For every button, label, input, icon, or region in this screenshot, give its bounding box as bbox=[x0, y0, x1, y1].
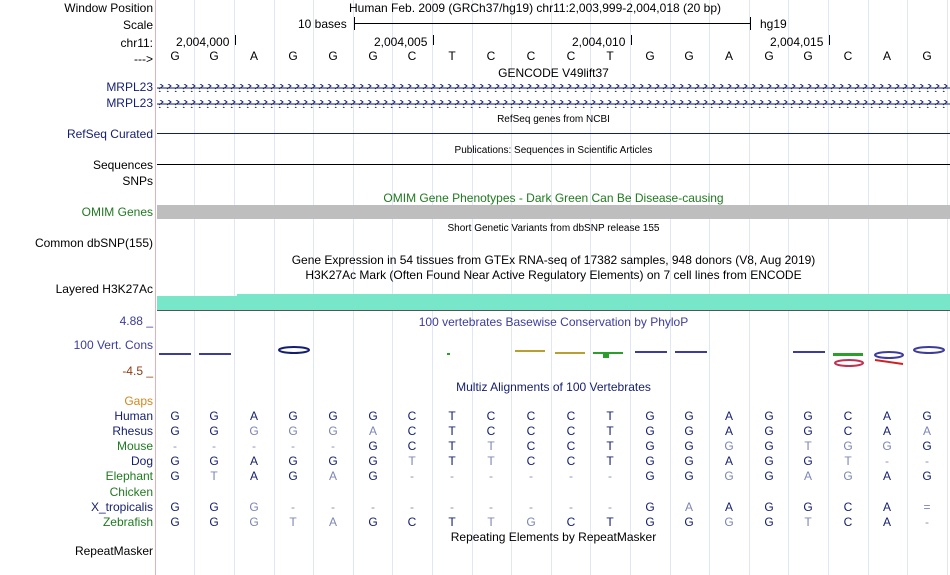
alignment-base: G bbox=[684, 439, 694, 453]
alignment-base: G bbox=[368, 515, 378, 529]
conservation-logo[interactable] bbox=[157, 340, 950, 370]
reference-base: C bbox=[407, 49, 417, 63]
alignment-base: G bbox=[645, 515, 655, 529]
alignment-base: G bbox=[368, 439, 378, 453]
label-divider bbox=[155, 0, 156, 575]
repeat-label[interactable]: RepeatMasker bbox=[74, 544, 153, 558]
reference-base: C bbox=[486, 49, 496, 63]
alignment-base: G bbox=[368, 409, 378, 423]
alignment-base: T bbox=[210, 469, 218, 483]
assembly-position: Human Feb. 2009 (GRCh37/hg19) chr11:2,003,999-2,004,018 (20 bp) bbox=[349, 1, 722, 15]
alignment-base: G bbox=[764, 469, 774, 483]
chr-label: chr11: bbox=[120, 36, 153, 50]
alignment-base: C bbox=[566, 424, 576, 438]
alignment-base: G bbox=[170, 515, 180, 529]
alignment-base: G bbox=[684, 515, 694, 529]
alignment-base: A bbox=[882, 469, 891, 483]
alignment-base: T bbox=[448, 515, 456, 529]
alignment-base: A bbox=[249, 454, 258, 468]
cons-mark bbox=[199, 353, 231, 355]
dbsnp-track-title: Short Genetic Variants from dbSNP release 155 bbox=[447, 223, 660, 234]
alignment-base: G bbox=[843, 439, 853, 453]
alignment-base: G bbox=[684, 409, 694, 423]
alignment-base: - bbox=[608, 469, 612, 483]
alignment-base: G bbox=[645, 454, 655, 468]
alignment-base: C bbox=[566, 454, 576, 468]
alignment-base: C bbox=[407, 439, 417, 453]
repeat-track-title: Repeating Elements by RepeatMasker bbox=[450, 530, 657, 544]
reference-base: G bbox=[288, 49, 298, 63]
cons-mark bbox=[875, 352, 903, 358]
omim-bar[interactable] bbox=[157, 205, 950, 219]
alignment-base: - bbox=[252, 439, 256, 453]
reference-base: G bbox=[803, 49, 813, 63]
alignment-base: - bbox=[173, 439, 177, 453]
alignment-base: T bbox=[487, 515, 495, 529]
alignment-base: G bbox=[328, 424, 338, 438]
alignment-base: T bbox=[804, 515, 812, 529]
alignment-base: G bbox=[684, 469, 694, 483]
dbsnp-label[interactable]: Common dbSNP(155) bbox=[34, 236, 153, 250]
alignment-base: C bbox=[486, 424, 496, 438]
ruler-label: 2,004,010 bbox=[572, 35, 626, 49]
cons-mark bbox=[603, 352, 609, 358]
refseq-line[interactable] bbox=[157, 133, 950, 134]
alignment-base: G bbox=[764, 424, 774, 438]
alignment-base: C bbox=[843, 424, 853, 438]
reference-base: A bbox=[882, 49, 891, 63]
alignment-base: G bbox=[803, 424, 813, 438]
alignment-base: G bbox=[249, 424, 259, 438]
alignment-base: G bbox=[288, 424, 298, 438]
cons-mark bbox=[833, 353, 863, 356]
h3k27ac-label[interactable]: Layered H3K27Ac bbox=[55, 282, 153, 296]
alignment-base: - bbox=[925, 515, 929, 529]
alignment-base: G bbox=[209, 454, 219, 468]
alignment-base: - bbox=[608, 500, 612, 514]
omim-track-title: OMIM Gene Phenotypes - Dark Green Can Be Disease-causing bbox=[383, 191, 724, 205]
alignment-base: G bbox=[328, 454, 338, 468]
alignment-base: C bbox=[843, 409, 853, 423]
alignment-base: G bbox=[764, 409, 774, 423]
alignment-base: G bbox=[724, 439, 734, 453]
alignment-base: C bbox=[486, 409, 496, 423]
ruler-tick bbox=[631, 35, 632, 45]
alignment-base: T bbox=[408, 454, 416, 468]
species-label[interactable]: Chicken bbox=[109, 485, 153, 499]
refseq-label[interactable]: RefSeq Curated bbox=[66, 127, 153, 141]
cons-mark bbox=[793, 351, 825, 353]
alignment-base: A bbox=[368, 424, 377, 438]
alignment-base: C bbox=[407, 424, 417, 438]
species-label[interactable]: Rhesus bbox=[112, 424, 153, 438]
sequences-line[interactable] bbox=[157, 164, 950, 165]
ruler-label: 2,004,015 bbox=[770, 35, 824, 49]
alignment-base: G bbox=[209, 515, 219, 529]
alignment-base: G bbox=[170, 454, 180, 468]
species-label[interactable]: Elephant bbox=[105, 469, 153, 483]
species-label[interactable]: Mouse bbox=[116, 439, 153, 453]
alignment-base: G bbox=[764, 515, 774, 529]
alignment-base: A bbox=[882, 424, 891, 438]
reference-base: C bbox=[843, 49, 853, 63]
alignment-base: T bbox=[606, 515, 614, 529]
alignment-base: G bbox=[209, 409, 219, 423]
scale-text: 10 bases bbox=[298, 17, 347, 31]
alignment-base: T bbox=[606, 439, 614, 453]
alignment-base: G bbox=[645, 439, 655, 453]
reference-base: C bbox=[566, 49, 576, 63]
alignment-base: G bbox=[922, 469, 932, 483]
alignment-base: T bbox=[448, 424, 456, 438]
alignment-base: C bbox=[526, 409, 536, 423]
alignment-base: - bbox=[529, 500, 533, 514]
gencode-transcripts[interactable] bbox=[157, 82, 950, 110]
cons-mark bbox=[515, 350, 545, 352]
cons-mark bbox=[635, 351, 667, 353]
alignment-base: A bbox=[803, 469, 812, 483]
alignment-base: G bbox=[922, 439, 932, 453]
alignment-base: - bbox=[371, 500, 375, 514]
alignment-base: - bbox=[331, 439, 335, 453]
publications-track-title: Publications: Sequences in Scientific Articles bbox=[454, 145, 653, 156]
cons-mark bbox=[875, 360, 903, 364]
alignment-base: C bbox=[407, 409, 417, 423]
alignment-base: A bbox=[882, 500, 891, 514]
alignment-base: A bbox=[249, 409, 258, 423]
scale-bar-left-cap bbox=[354, 17, 355, 30]
cons-min-label: -4.5 _ bbox=[122, 364, 153, 378]
reference-base: G bbox=[922, 49, 932, 63]
species-label[interactable]: Dog bbox=[130, 454, 153, 468]
reference-base: G bbox=[209, 49, 219, 63]
alignment-base: G bbox=[803, 500, 813, 514]
db-label: hg19 bbox=[760, 17, 787, 31]
alignment-base: G bbox=[724, 515, 734, 529]
alignment-base: T bbox=[606, 454, 614, 468]
cons-max-label: 4.88 _ bbox=[119, 314, 153, 328]
alignment-base: - bbox=[885, 454, 889, 468]
alignment-base: A bbox=[922, 424, 931, 438]
alignment-base: G bbox=[170, 469, 180, 483]
alignment-base: G bbox=[368, 469, 378, 483]
alignment-base: C bbox=[526, 454, 536, 468]
alignment-base: G bbox=[803, 454, 813, 468]
alignment-base: G bbox=[724, 469, 734, 483]
cons-mark bbox=[279, 347, 309, 353]
reference-base: A bbox=[249, 49, 258, 63]
alignment-base: G bbox=[170, 424, 180, 438]
reference-base: A bbox=[724, 49, 733, 63]
alignment-base: T bbox=[448, 454, 456, 468]
alignment-base: G bbox=[288, 469, 298, 483]
ruler-tick bbox=[235, 35, 236, 45]
cons-mark bbox=[159, 353, 191, 355]
ruler-tick bbox=[433, 35, 434, 45]
alignment-base: G bbox=[249, 515, 259, 529]
alignment-base: A bbox=[328, 469, 337, 483]
alignment-base: C bbox=[566, 409, 576, 423]
alignment-base: T bbox=[487, 454, 495, 468]
alignment-base: G bbox=[526, 515, 536, 529]
alignment-base: A bbox=[328, 515, 337, 529]
gaps-label[interactable]: Gaps bbox=[124, 394, 153, 408]
alignment-base: C bbox=[526, 439, 536, 453]
alignment-base: C bbox=[843, 515, 853, 529]
alignment-base: G bbox=[764, 439, 774, 453]
alignment-base: G bbox=[645, 409, 655, 423]
multiz-track-title: Multiz Alignments of 100 Vertebrates bbox=[456, 380, 651, 394]
alignment-base: G bbox=[645, 500, 655, 514]
gencode-track-title: GENCODE V49lift37 bbox=[498, 66, 609, 80]
alignment-base: - bbox=[331, 500, 335, 514]
alignment-base: A bbox=[724, 454, 733, 468]
alignment-base: T bbox=[606, 409, 614, 423]
alignment-base: G bbox=[249, 500, 259, 514]
alignment-base: G bbox=[170, 409, 180, 423]
alignment-base: G bbox=[922, 409, 932, 423]
alignment-base: - bbox=[410, 500, 414, 514]
alignment-base: - bbox=[450, 469, 454, 483]
strand-arrow-label: ---> bbox=[134, 52, 153, 66]
alignment-base: - bbox=[291, 500, 295, 514]
snps-label[interactable]: SNPs bbox=[122, 174, 153, 188]
h3k27ac-signal[interactable] bbox=[157, 296, 237, 310]
alignment-base: G bbox=[288, 454, 298, 468]
alignment-base: - bbox=[410, 469, 414, 483]
cons-label[interactable]: 100 Vert. Cons bbox=[73, 338, 153, 352]
cons-mark bbox=[835, 360, 863, 366]
scale-bar bbox=[354, 23, 750, 24]
alignment-base: T bbox=[487, 439, 495, 453]
alignment-base: G bbox=[288, 409, 298, 423]
alignment-base: G bbox=[684, 424, 694, 438]
alignment-base: G bbox=[209, 500, 219, 514]
reference-base: G bbox=[645, 49, 655, 63]
h3k27ac-track-title: H3K27Ac Mark (Often Found Near Active Regulatory Elements) on 7 cell lines from ENCODE bbox=[305, 268, 802, 282]
reference-base: G bbox=[170, 49, 180, 63]
species-label[interactable]: Zebrafish bbox=[102, 515, 153, 529]
alignment-base: A bbox=[684, 500, 693, 514]
window-position-label: Window Position bbox=[64, 1, 153, 15]
alignment-base: T bbox=[448, 409, 456, 423]
alignment-base: - bbox=[569, 500, 573, 514]
alignment-base: G bbox=[368, 454, 378, 468]
alignment-base: A bbox=[249, 469, 258, 483]
species-label[interactable]: Human bbox=[114, 409, 153, 423]
gencode-row-label[interactable]: MRPL23 bbox=[106, 80, 153, 94]
cons-mark bbox=[675, 351, 707, 353]
alignment-base: C bbox=[566, 439, 576, 453]
reference-base: G bbox=[368, 49, 378, 63]
reference-base: G bbox=[684, 49, 694, 63]
alignment-base: T bbox=[289, 515, 297, 529]
alignment-base: - bbox=[291, 439, 295, 453]
alignment-base: G bbox=[645, 469, 655, 483]
alignment-base: - bbox=[529, 469, 533, 483]
alignment-base: G bbox=[803, 409, 813, 423]
alignment-base: - bbox=[450, 500, 454, 514]
alignment-base: C bbox=[566, 515, 576, 529]
h3k27ac-signal[interactable] bbox=[237, 294, 950, 310]
sequences-label[interactable]: Sequences bbox=[92, 158, 153, 172]
alignment-base: G bbox=[843, 469, 853, 483]
scale-label: Scale bbox=[122, 18, 153, 32]
ruler-tick bbox=[829, 35, 830, 45]
alignment-base: C bbox=[407, 515, 417, 529]
reference-base: T bbox=[448, 49, 456, 63]
refseq-track-title: RefSeq genes from NCBI bbox=[497, 114, 610, 125]
alignment-base: T bbox=[844, 454, 852, 468]
reference-base: G bbox=[764, 49, 774, 63]
omim-label[interactable]: OMIM Genes bbox=[81, 205, 153, 219]
cons-mark bbox=[914, 347, 944, 353]
alignment-base: A bbox=[882, 515, 891, 529]
alignment-base: A bbox=[724, 424, 733, 438]
alignment-base: G bbox=[764, 500, 774, 514]
alignment-base: A bbox=[724, 500, 733, 514]
gtex-track-title: Gene Expression in 54 tissues from GTEx RNA-seq of 17382 samples, 948 donors (V8, Aug 2019) bbox=[291, 253, 816, 267]
alignment-base: - bbox=[212, 439, 216, 453]
alignment-base: A bbox=[882, 409, 891, 423]
h3k27ac-baseline bbox=[157, 310, 950, 311]
alignment-base: T bbox=[606, 424, 614, 438]
alignment-base: G bbox=[882, 439, 892, 453]
ruler-label: 2,004,005 bbox=[374, 35, 428, 49]
alignment-base: C bbox=[843, 500, 853, 514]
species-label[interactable]: X_tropicalis bbox=[90, 500, 153, 514]
alignment-base: = bbox=[923, 500, 931, 514]
alignment-base: G bbox=[170, 500, 180, 514]
alignment-base: G bbox=[764, 454, 774, 468]
cons-track-title: 100 vertebrates Basewise Conservation by PhyloP bbox=[418, 315, 689, 329]
alignment-base: - bbox=[489, 469, 493, 483]
alignment-base: - bbox=[925, 454, 929, 468]
scale-bar-right-cap bbox=[750, 17, 751, 30]
cons-mark bbox=[447, 353, 450, 355]
alignment-base: G bbox=[684, 454, 694, 468]
alignment-base: G bbox=[645, 424, 655, 438]
alignment-base: G bbox=[328, 409, 338, 423]
ruler-label: 2,004,000 bbox=[176, 35, 230, 49]
alignment-base: G bbox=[209, 424, 219, 438]
reference-base: T bbox=[606, 49, 614, 63]
reference-base: C bbox=[526, 49, 536, 63]
alignment-base: - bbox=[489, 500, 493, 514]
gencode-row-label[interactable]: MRPL23 bbox=[106, 96, 153, 110]
reference-base: G bbox=[328, 49, 338, 63]
alignment-base: T bbox=[448, 439, 456, 453]
alignment-base: - bbox=[569, 469, 573, 483]
cons-mark bbox=[555, 352, 585, 354]
alignment-base: A bbox=[724, 409, 733, 423]
alignment-base: T bbox=[804, 439, 812, 453]
alignment-base: C bbox=[526, 424, 536, 438]
